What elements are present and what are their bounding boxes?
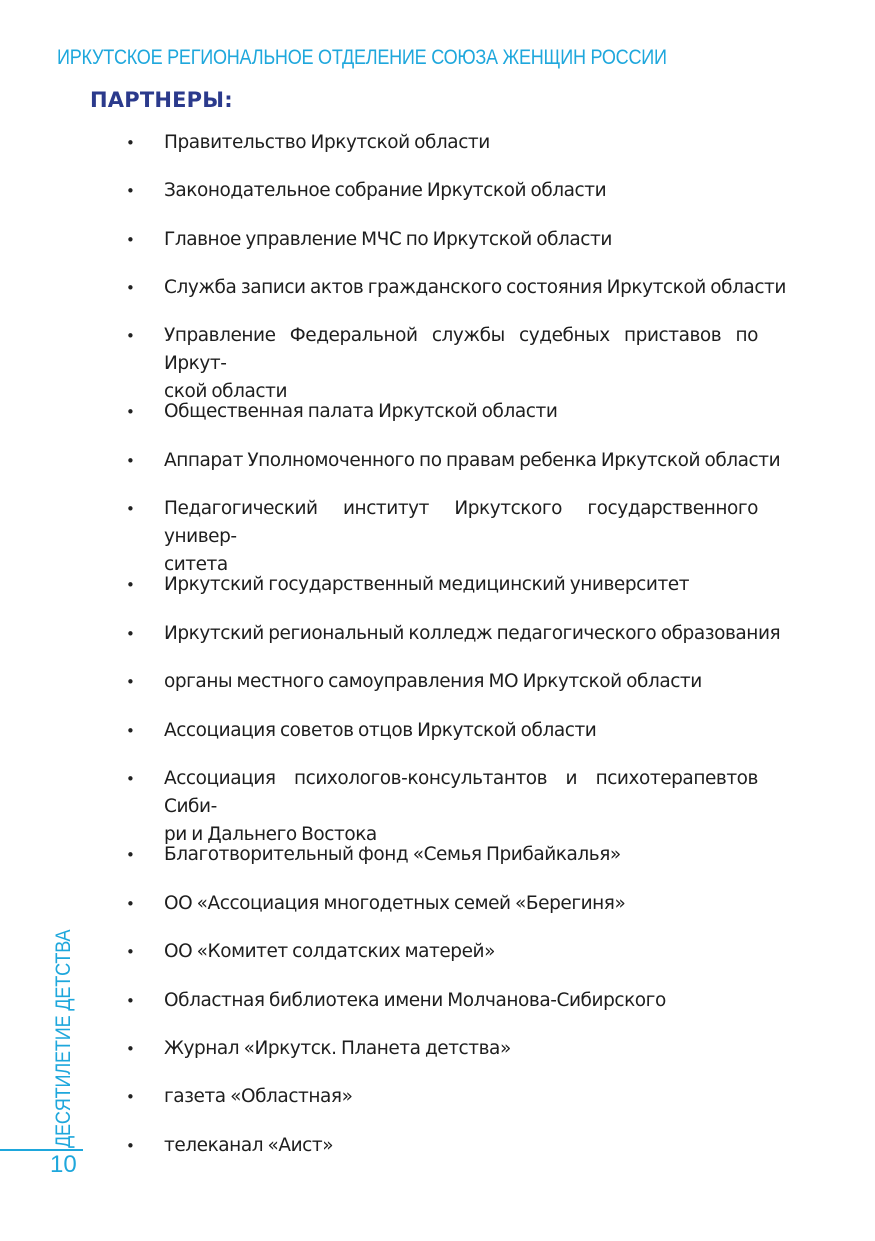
section-title: ПАРТНЕРЫ: xyxy=(90,88,233,112)
list-item-line: Ассоциация психологов-консультантов и психотерапевтов Сиби- xyxy=(164,768,758,817)
list-item-line: телеканал «Аист» xyxy=(164,1135,334,1156)
list-item-text xyxy=(164,938,758,966)
list-item-text xyxy=(164,129,758,157)
list-item-line: ОО «Ассоциация многодетных семей «Берегиня» xyxy=(164,893,626,914)
list-item-line: органы местного самоуправления МО Иркутской области xyxy=(164,671,702,692)
list-item-text xyxy=(164,1035,758,1063)
bullet-icon: • xyxy=(126,182,135,200)
bullet-icon: • xyxy=(126,500,135,518)
list-item-line: Педагогический институт Иркутского государственного универ- xyxy=(164,498,758,547)
list-item-line: Благотворительный фонд «Семья Прибайкалья» xyxy=(164,844,621,865)
bullet-icon: • xyxy=(126,231,135,249)
list-item-line: Главное управление МЧС по Иркутской области xyxy=(164,229,612,250)
list-item-line: Иркутский региональный колледж педагогического образования xyxy=(164,623,781,644)
bullet-icon: • xyxy=(126,452,135,470)
bullet-icon: • xyxy=(126,134,135,152)
list-item-text xyxy=(164,226,758,254)
bullet-icon: • xyxy=(126,770,135,788)
list-item-text xyxy=(164,765,758,849)
list-item-text xyxy=(164,495,758,579)
list-item-text xyxy=(164,841,758,869)
bullet-icon: • xyxy=(126,992,135,1010)
list-item-text xyxy=(164,177,758,205)
list-item-text xyxy=(164,447,781,475)
list-item-text xyxy=(164,668,758,696)
list-item-line: Журнал «Иркутск. Планета детства» xyxy=(164,1038,511,1059)
list-item-line: Правительство Иркутской области xyxy=(164,132,490,153)
list-item-line: Законодательное собрание Иркутской области xyxy=(164,180,607,201)
list-item-line: Управление Федеральной службы судебных приставов по Иркут- xyxy=(164,325,758,374)
list-item-line: Ассоциация советов отцов Иркутской области xyxy=(164,720,597,741)
list-item-line: Аппарат Уполномоченного по правам ребенка Иркутской области xyxy=(164,450,781,471)
list-item-line: ОО «Комитет солдатских матерей» xyxy=(164,941,495,962)
list-item-text xyxy=(164,717,758,745)
bullet-icon: • xyxy=(126,1137,135,1155)
bullet-icon: • xyxy=(126,279,135,297)
bullet-icon: • xyxy=(126,576,135,594)
running-header: ИРКУТСКОЕ РЕГИОНАЛЬНОЕ ОТДЕЛЕНИЕ СОЮЗА ЖЕНЩИН РОССИИ xyxy=(57,46,667,69)
list-item-text xyxy=(164,1132,758,1160)
bullet-icon: • xyxy=(126,846,135,864)
list-item-line: Областная библиотека имени Молчанова-Сибирского xyxy=(164,990,666,1011)
list-item-line: ри и Дальнего Востока xyxy=(164,824,377,845)
bullet-icon: • xyxy=(126,673,135,691)
list-item-text xyxy=(164,322,758,406)
list-item-text xyxy=(164,571,758,599)
bullet-icon: • xyxy=(126,403,135,421)
list-item-text xyxy=(164,620,781,648)
list-item-text xyxy=(164,890,758,918)
bullet-icon: • xyxy=(126,895,135,913)
list-item-line: газета «Областная» xyxy=(164,1086,353,1107)
bullet-icon: • xyxy=(126,943,135,961)
sidebar-series-label: ДЕСЯТИЛЕТИЕ ДЕТСТВА xyxy=(52,929,75,1148)
bullet-icon: • xyxy=(126,722,135,740)
list-item-line: Общественная палата Иркутской области xyxy=(164,401,558,422)
list-item-text xyxy=(164,398,758,426)
list-item-line: ской области xyxy=(164,381,288,402)
bullet-icon: • xyxy=(126,625,135,643)
page-number: 10 xyxy=(50,1151,77,1178)
bullet-icon: • xyxy=(126,1088,135,1106)
bullet-icon: • xyxy=(126,1040,135,1058)
list-item-text xyxy=(164,1083,758,1111)
list-item-line: Иркутский государственный медицинский университет xyxy=(164,574,690,595)
list-item-text xyxy=(164,274,786,302)
bullet-icon: • xyxy=(126,327,135,345)
list-item-line: ситета xyxy=(164,554,228,575)
list-item-line: Служба записи актов гражданского состояния Иркутской области xyxy=(164,277,786,298)
list-item-text xyxy=(164,987,758,1015)
